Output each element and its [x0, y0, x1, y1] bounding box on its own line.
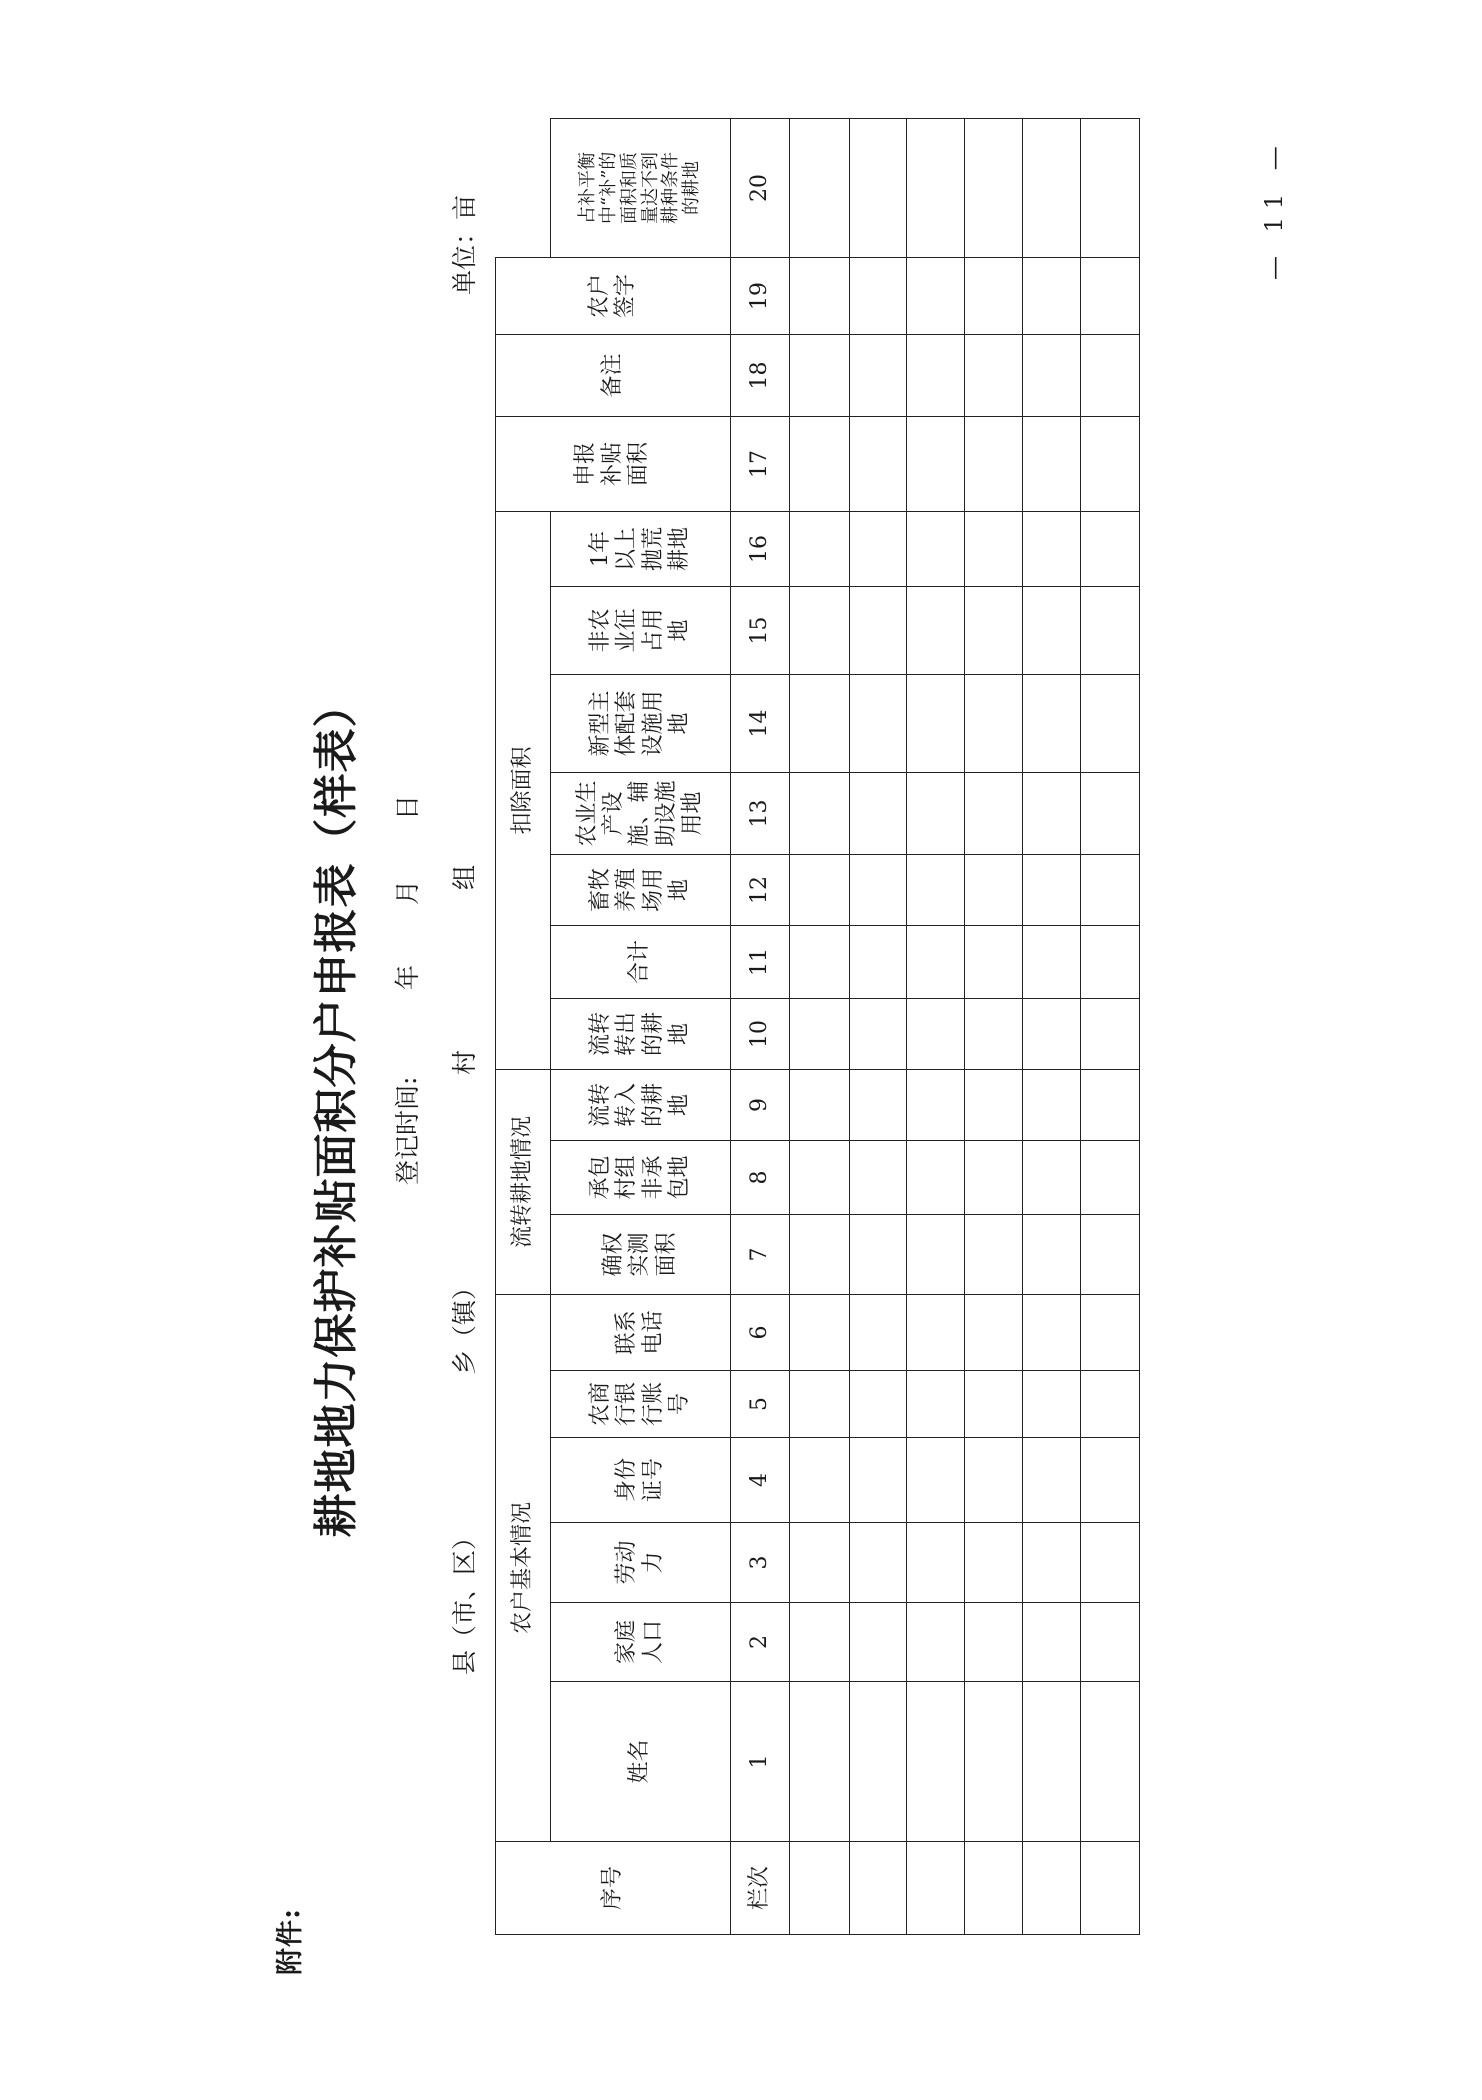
blank-cell[interactable]	[1081, 1438, 1140, 1523]
blank-cell[interactable]	[1081, 1603, 1140, 1682]
blank-cell[interactable]	[790, 1682, 850, 1842]
blank-cell[interactable]	[907, 675, 965, 773]
blank-cell[interactable]	[965, 587, 1023, 675]
col-header-1: 姓名	[551, 1682, 731, 1842]
blank-cell[interactable]	[965, 119, 1023, 258]
blank-cell[interactable]	[1081, 119, 1140, 258]
col-header-19: 备注	[496, 335, 731, 417]
blank-cell[interactable]	[907, 335, 965, 417]
month-label: 月	[393, 879, 422, 905]
seq-header: 序号	[496, 1842, 731, 1935]
blank-cell[interactable]	[850, 1371, 907, 1438]
row-label: 栏次	[731, 1842, 790, 1935]
blank-cell[interactable]	[965, 1371, 1023, 1438]
col-header-6: 联系电话	[551, 1295, 731, 1371]
group-deduct-header: 扣除面积	[496, 512, 551, 1070]
col-number-10: 10	[731, 999, 790, 1070]
blank-cell[interactable]	[790, 512, 850, 587]
col-number-13: 13	[731, 773, 790, 855]
blank-cell[interactable]	[850, 417, 907, 512]
village-label: 村	[450, 1049, 479, 1075]
blank-cell[interactable]	[850, 512, 907, 587]
col-number-15: 15	[731, 587, 790, 675]
blank-cell[interactable]	[907, 999, 965, 1070]
blank-cell[interactable]	[1081, 855, 1140, 926]
blank-cell[interactable]	[907, 1141, 965, 1215]
blank-cell[interactable]	[790, 773, 850, 855]
blank-cell[interactable]	[907, 587, 965, 675]
blank-cell[interactable]	[965, 335, 1023, 417]
blank-cell[interactable]	[790, 1141, 850, 1215]
blank-cell[interactable]	[907, 773, 965, 855]
blank-cell[interactable]	[965, 1523, 1023, 1603]
group-basic-header: 农户基本情况	[496, 1295, 551, 1842]
blank-cell[interactable]	[850, 335, 907, 417]
blank-cell[interactable]	[790, 1523, 850, 1603]
col-number-18: 18	[731, 335, 790, 417]
blank-cell[interactable]	[1023, 999, 1081, 1070]
blank-cell[interactable]	[907, 258, 965, 335]
col-number-4: 4	[731, 1438, 790, 1523]
blank-cell[interactable]	[907, 417, 965, 512]
blank-cell[interactable]	[1081, 1371, 1140, 1438]
col-header-20: 农户签字	[496, 258, 731, 335]
blank-cell[interactable]	[790, 1438, 850, 1523]
county-label: 县（市、区）	[450, 1524, 479, 1675]
blank-cell[interactable]	[790, 1070, 850, 1141]
col-number-14: 14	[731, 675, 790, 773]
table-row	[1081, 119, 1140, 1935]
col-number-1: 1	[731, 1682, 790, 1842]
col-number-8: 8	[731, 1141, 790, 1215]
day-label: 日	[393, 794, 422, 820]
year-label: 年	[393, 964, 422, 990]
col-header-17: 占补平衡中“补”的面积和质量达不到耕种条件的耕地	[551, 119, 731, 258]
table-row	[907, 119, 965, 1935]
blank-cell[interactable]	[907, 1682, 965, 1842]
blank-cell[interactable]	[1023, 1215, 1081, 1295]
blank-cell[interactable]	[907, 855, 965, 926]
blank-cell[interactable]	[1023, 119, 1081, 258]
blank-cell[interactable]	[790, 1842, 850, 1935]
blank-cell[interactable]	[1023, 1523, 1081, 1603]
blank-cell[interactable]	[850, 1603, 907, 1682]
blank-cell[interactable]	[1081, 1842, 1140, 1935]
blank-cell[interactable]	[790, 1371, 850, 1438]
blank-cell[interactable]	[965, 1070, 1023, 1141]
blank-cell[interactable]	[965, 417, 1023, 512]
blank-cell[interactable]	[1081, 417, 1140, 512]
blank-cell[interactable]	[1081, 1215, 1140, 1295]
col-number-20: 20	[731, 119, 790, 258]
blank-cell[interactable]	[1023, 675, 1081, 773]
col-number-17: 17	[731, 417, 790, 512]
blank-cell[interactable]	[790, 258, 850, 335]
page-number: — 11 —	[1260, 138, 1288, 280]
blank-cell[interactable]	[965, 855, 1023, 926]
blank-cell[interactable]	[850, 773, 907, 855]
col-header-10: 流转转出的耕地	[551, 999, 731, 1070]
blank-cell[interactable]	[790, 587, 850, 675]
blank-cell[interactable]	[1023, 1141, 1081, 1215]
group-transfer-header: 流转耕地情况	[496, 1070, 551, 1295]
blank-cell[interactable]	[790, 1603, 850, 1682]
blank-cell[interactable]	[850, 119, 907, 258]
col-header-15: 非农业征占用地	[551, 587, 731, 675]
col-header-7: 确权实测面积	[551, 1215, 731, 1295]
blank-cell[interactable]	[1023, 926, 1081, 999]
col-header-13: 农业生产设施、辅助设施用地	[551, 773, 731, 855]
blank-cell[interactable]	[907, 1438, 965, 1523]
blank-cell[interactable]	[1023, 587, 1081, 675]
table-row	[790, 119, 850, 1935]
blank-cell[interactable]	[1081, 1295, 1140, 1371]
blank-cell[interactable]	[907, 1603, 965, 1682]
blank-cell[interactable]	[1023, 1682, 1081, 1842]
group-label: 组	[450, 864, 479, 890]
blank-cell[interactable]	[850, 1842, 907, 1935]
blank-cell[interactable]	[1081, 926, 1140, 999]
col-number-11: 11	[731, 926, 790, 999]
blank-cell[interactable]	[965, 1438, 1023, 1523]
blank-cell[interactable]	[907, 1070, 965, 1141]
blank-cell[interactable]	[965, 258, 1023, 335]
blank-cell[interactable]	[850, 999, 907, 1070]
attachment-label: 附件:	[275, 1908, 306, 1975]
blank-cell[interactable]	[1023, 1603, 1081, 1682]
registration-time-label: 登记时间:	[393, 1076, 422, 1185]
blank-cell[interactable]	[965, 1215, 1023, 1295]
blank-cell[interactable]	[1081, 999, 1140, 1070]
blank-cell[interactable]	[1081, 1682, 1140, 1842]
blank-cell[interactable]	[965, 926, 1023, 999]
blank-cell[interactable]	[1023, 855, 1081, 926]
blank-cell[interactable]	[850, 1523, 907, 1603]
blank-cell[interactable]	[1023, 1070, 1081, 1141]
blank-cell[interactable]	[1023, 258, 1081, 335]
blank-cell[interactable]	[850, 675, 907, 773]
blank-cell[interactable]	[850, 1682, 907, 1842]
blank-cell[interactable]	[965, 1682, 1023, 1842]
col-header-16: 1年以上抛荒耕地	[551, 512, 731, 587]
blank-cell[interactable]	[907, 926, 965, 999]
page-title: 耕地地力保护补贴面积分户申报表（样表）	[311, 682, 362, 1538]
blank-cell[interactable]	[790, 926, 850, 999]
blank-cell[interactable]	[1023, 417, 1081, 512]
blank-cell[interactable]	[790, 417, 850, 512]
col-header-3: 劳动力	[551, 1523, 731, 1603]
blank-cell[interactable]	[965, 1295, 1023, 1371]
col-header-12: 畜牧养殖场用地	[551, 855, 731, 926]
col-number-7: 7	[731, 1215, 790, 1295]
col-number-5: 5	[731, 1371, 790, 1438]
blank-cell[interactable]	[790, 999, 850, 1070]
blank-cell[interactable]	[965, 512, 1023, 587]
col-header-4: 身份证号	[551, 1438, 731, 1523]
blank-cell[interactable]	[790, 675, 850, 773]
table-row	[965, 119, 1023, 1935]
blank-cell[interactable]	[850, 1215, 907, 1295]
blank-cell[interactable]	[850, 1438, 907, 1523]
blank-cell[interactable]	[790, 119, 850, 258]
blank-cell[interactable]	[790, 1295, 850, 1371]
blank-cell[interactable]	[790, 855, 850, 926]
col-header-2: 家庭人口	[551, 1603, 731, 1682]
blank-cell[interactable]	[965, 1141, 1023, 1215]
blank-cell[interactable]	[1081, 335, 1140, 417]
unit-label: 单位：亩	[450, 194, 479, 295]
blank-cell[interactable]	[850, 258, 907, 335]
blank-cell[interactable]	[907, 1523, 965, 1603]
blank-cell[interactable]	[1023, 335, 1081, 417]
blank-cell[interactable]	[850, 587, 907, 675]
blank-cell[interactable]	[850, 855, 907, 926]
col-header-5: 农商行银行账号	[551, 1371, 731, 1438]
col-header-9: 流转转入的耕地	[551, 1070, 731, 1141]
col-header-11: 合计	[551, 926, 731, 999]
blank-cell[interactable]	[907, 119, 965, 258]
blank-cell[interactable]	[850, 926, 907, 999]
blank-cell[interactable]	[1023, 512, 1081, 587]
blank-cell[interactable]	[1023, 1371, 1081, 1438]
blank-cell[interactable]	[965, 773, 1023, 855]
blank-cell[interactable]	[850, 1141, 907, 1215]
blank-cell[interactable]	[1023, 1842, 1081, 1935]
col-number-6: 6	[731, 1295, 790, 1371]
blank-cell[interactable]	[1023, 1438, 1081, 1523]
col-number-12: 12	[731, 855, 790, 926]
col-number-9: 9	[731, 1070, 790, 1141]
blank-cell[interactable]	[1081, 675, 1140, 773]
blank-cell[interactable]	[1081, 258, 1140, 335]
blank-cell[interactable]	[1081, 512, 1140, 587]
blank-cell[interactable]	[790, 1215, 850, 1295]
col-number-19: 19	[731, 258, 790, 335]
col-number-2: 2	[731, 1603, 790, 1682]
township-label: 乡（镇）	[450, 1274, 479, 1375]
col-header-14: 新型主体配套设施用地	[551, 675, 731, 773]
col-number-16: 16	[731, 512, 790, 587]
blank-cell[interactable]	[850, 1070, 907, 1141]
col-header-8: 承包村组非承包地	[551, 1141, 731, 1215]
blank-cell[interactable]	[965, 999, 1023, 1070]
subsidy-application-table	[495, 118, 1140, 1935]
blank-cell[interactable]	[965, 675, 1023, 773]
table-row	[850, 119, 907, 1935]
blank-cell[interactable]	[907, 1842, 965, 1935]
blank-cell[interactable]	[965, 1603, 1023, 1682]
col-number-3: 3	[731, 1523, 790, 1603]
blank-cell[interactable]	[965, 1842, 1023, 1935]
blank-cell[interactable]	[1081, 1141, 1140, 1215]
blank-cell[interactable]	[907, 1215, 965, 1295]
blank-cell[interactable]	[907, 1371, 965, 1438]
col-header-18: 申报补贴面积	[496, 417, 731, 512]
table-row	[1023, 119, 1081, 1935]
blank-cell[interactable]	[1023, 773, 1081, 855]
blank-cell[interactable]	[1081, 1523, 1140, 1603]
blank-cell[interactable]	[1081, 1070, 1140, 1141]
blank-cell[interactable]	[907, 1295, 965, 1371]
blank-cell[interactable]	[1081, 773, 1140, 855]
blank-cell[interactable]	[907, 512, 965, 587]
blank-cell[interactable]	[850, 1295, 907, 1371]
blank-cell[interactable]	[790, 335, 850, 417]
blank-cell[interactable]	[1081, 587, 1140, 675]
blank-cell[interactable]	[1023, 1295, 1081, 1371]
